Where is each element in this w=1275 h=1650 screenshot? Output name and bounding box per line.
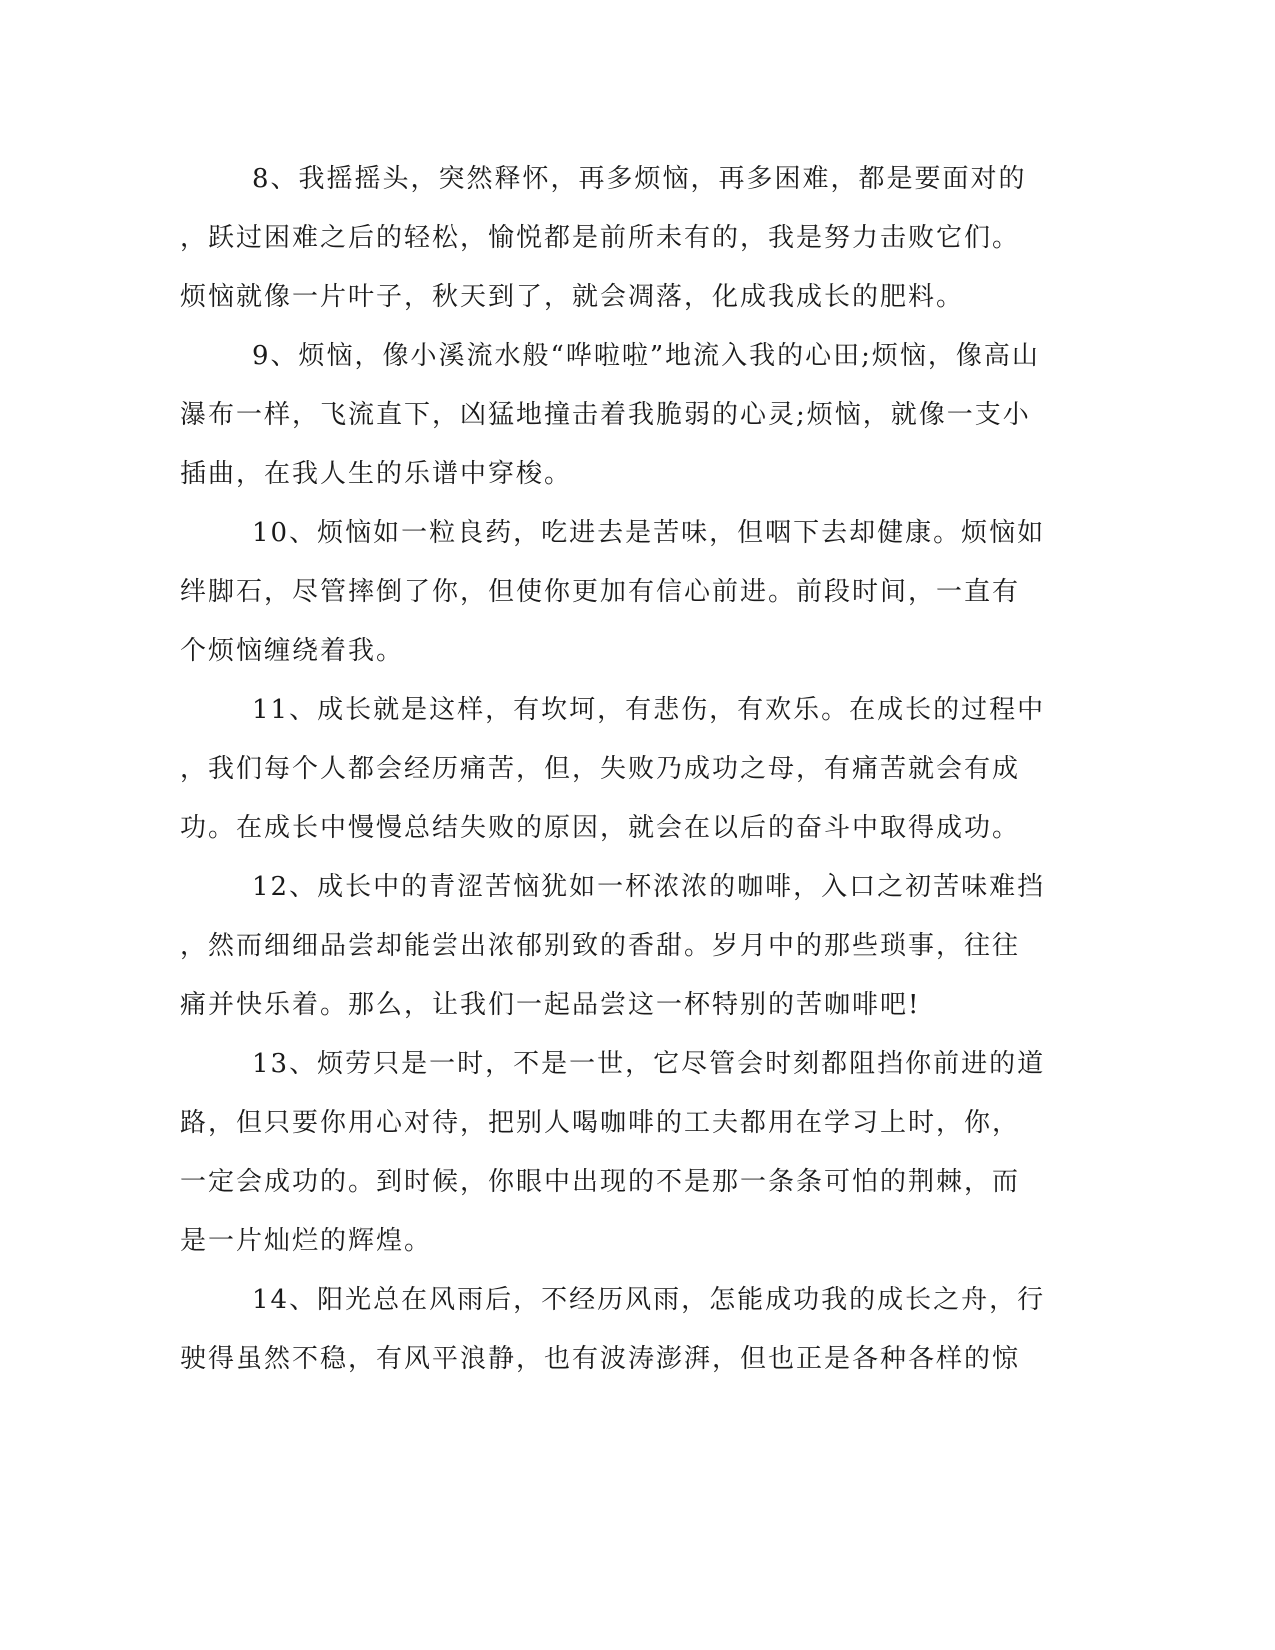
text-line: 痛并快乐着。那么，让我们一起品尝这一杯特别的苦咖啡吧! [180,990,921,1020]
text-line: 是一片灿烂的辉煌。 [180,1226,433,1256]
paragraph-13 [180,1035,1046,1271]
paragraph-8 [180,150,1030,327]
text-line: 9、烦恼，像小溪流水般“哗啦啦”地流入我的心田;烦恼，像高山 [252,341,1040,371]
text-line: ，我们每个人都会经历痛苦，但，失败乃成功之母，有痛苦就会有成 [180,754,1021,784]
text-line: 烦恼就像一片叶子，秋天到了，就会凋落，化成我成长的肥料。 [180,282,965,312]
paragraph-11 [180,681,1046,858]
text-line: 14、阳光总在风雨后，不经历风雨，怎能成功我的成长之舟，行 [252,1285,1046,1315]
paragraph-12 [180,858,1046,1035]
text-line: 10、烦恼如一粒良药，吃进去是苦味，但咽下去却健康。烦恼如 [252,518,1046,548]
text-line: 瀑布一样，飞流直下，凶猛地撞击着我脆弱的心灵;烦恼，就像一支小 [180,400,1031,430]
text-line: 路，但只要你用心对待，把别人喝咖啡的工夫都用在学习上时，你， [180,1108,1021,1138]
text-line: 8、我摇摇头，突然释怀，再多烦恼，再多困难，都是要面对的 [252,164,1027,194]
text-line: 13、烦劳只是一时，不是一世，它尽管会时刻都阻挡你前进的道 [252,1049,1046,1079]
document-body [180,150,1046,1389]
text-line: ，然而细细品尝却能尝出浓郁别致的香甜。岁月中的那些琐事，往往 [180,931,1021,961]
paragraph-9 [180,327,1040,504]
text-line: 驶得虽然不稳，有风平浪静，也有波涛澎湃，但也正是各种各样的惊 [180,1344,1021,1374]
text-line: 一定会成功的。到时候，你眼中出现的不是那一条条可怕的荆棘，而 [180,1167,1021,1197]
text-line: 绊脚石，尽管摔倒了你，但使你更加有信心前进。前段时间，一直有 [180,577,1021,607]
text-line: 插曲，在我人生的乐谱中穿梭。 [180,459,573,489]
text-line: ，跃过困难之后的轻松，愉悦都是前所未有的，我是努力击败它们。 [180,223,1021,253]
text-line: 11、成长就是这样，有坎坷，有悲伤，有欢乐。在成长的过程中 [252,695,1046,725]
text-line: 个烦恼缠绕着我。 [180,636,405,666]
paragraph-14 [180,1271,1046,1389]
text-line: 12、成长中的青涩苦恼犹如一杯浓浓的咖啡，入口之初苦味难挡 [252,872,1046,902]
text-line: 功。在成长中慢慢总结失败的原因，就会在以后的奋斗中取得成功。 [180,813,1021,843]
paragraph-10 [180,504,1046,681]
